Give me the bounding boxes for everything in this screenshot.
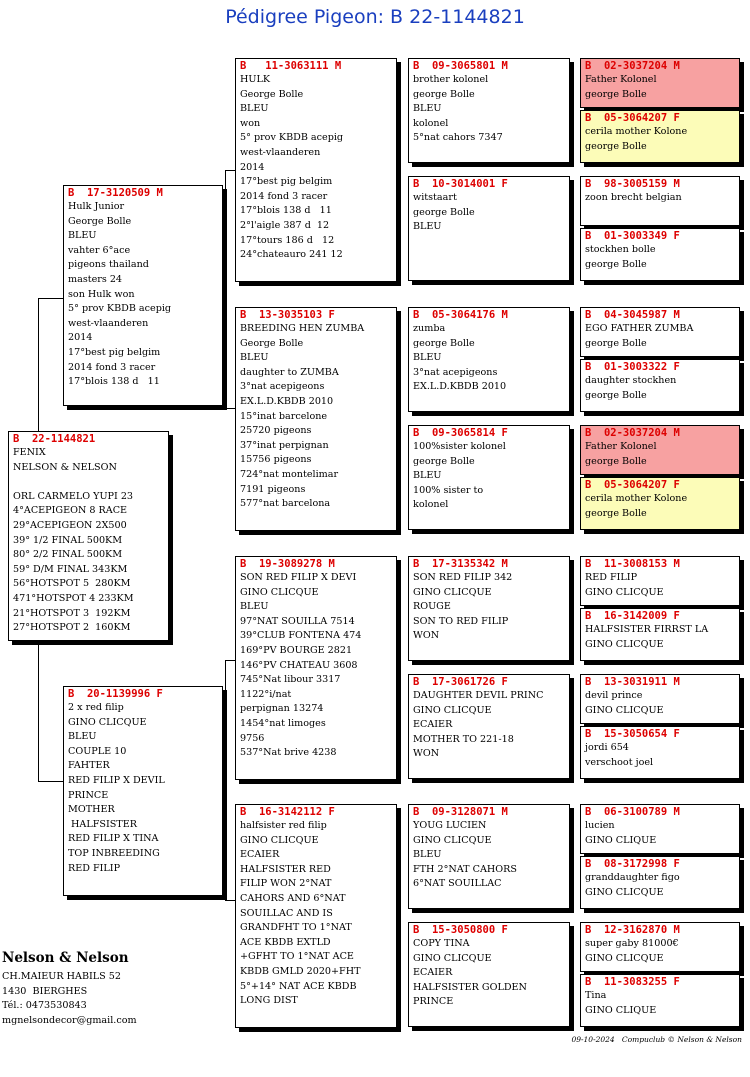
pigeon-details: cerila mother Kolone george Bolle: [585, 126, 688, 152]
pigeon-details: FENIX NELSON & NELSON ORL CARMELO YUPI 23 4°ACEPIGEON 8 RACE 29°ACEPIGEON 2X500 39° 1/2 FINAL 500KM 80° 2/2 FINAL 500KM 59° D/M FINAL 343KM 56°HOTSPOT 5 280KM 471°HOTSPOT 4 233KM 21°HOTSPOT 3 192KM 27°HOTSPOT 2 160KM: [13, 447, 134, 634]
pigeon-details: Tina GINO CLIQUE: [585, 990, 657, 1016]
pigeon-card-subject[interactable]: [8, 431, 169, 641]
pigeon-card-gggp-4[interactable]: [580, 228, 740, 281]
ring-number: B 05-3064207 F: [585, 479, 680, 491]
pigeon-card-gggp-3[interactable]: [580, 176, 740, 226]
pigeon-details: Hulk Junior George Bolle BLEU vahter 6°ace pigeons thailand masters 24 son Hulk won 5° prov KBDB acepig west-vlaanderen 2014 17°best pig belgim 2014 fond 3 racer 17°blois 138 d 11: [68, 201, 172, 388]
ring-number: B 01-3003349 F: [585, 230, 680, 242]
pigeon-card-gggp-11[interactable]: [580, 674, 740, 724]
pigeon-details: SON RED FILIP 342 GINO CLICQUE ROUGE SON TO RED FILIP WON: [413, 572, 513, 642]
ring-number: B 11-3063111 M: [240, 60, 342, 72]
ring-number: B 08-3172998 F: [585, 858, 680, 870]
pigeon-card-ggp-7[interactable]: [408, 804, 570, 909]
pigeon-details: COPY TINA GINO CLICQUE ECAIER HALFSISTER GOLDEN PRINCE: [413, 938, 527, 1008]
pigeon-details: HALFSISTER FIRRST LA GINO CLICQUE: [585, 624, 709, 650]
owner-address: CH.MAIEUR HABILS 52 1430 BIERGHES Tél.: 0473530843 mgnelsondecor@gmail.com: [2, 971, 137, 1026]
pigeon-details: EGO FATHER ZUMBA george Bolle: [585, 323, 694, 349]
pigeon-card-gggp-7[interactable]: [580, 425, 740, 475]
pigeon-card-gggp-10[interactable]: [580, 608, 740, 661]
ring-number: B 09-3065801 M: [413, 60, 508, 72]
pigeon-card-gggp-5[interactable]: [580, 307, 740, 357]
ring-number: B 11-3083255 F: [585, 976, 680, 988]
pigeon-card-gggp-9[interactable]: [580, 556, 740, 606]
pigeon-details: jordi 654 verschoot joel: [585, 742, 654, 768]
copyright-text: Compuclub © Nelson & Nelson: [621, 1035, 742, 1044]
connector-line: [225, 660, 226, 900]
ring-number: B 12-3162870 M: [585, 924, 680, 936]
owner-block: [2, 950, 137, 1028]
pigeon-card-dam-dam[interactable]: [235, 804, 397, 1028]
pigeon-details: HULK George Bolle BLEU won 5° prov KBDB acepig west-vlaanderen 2014 17°best pig belgim 2014 fond 3 racer 17°blois 138 d 11 2°l'aigle 387 d 12 17°tours 186 d 12 24°chateauro 241 12: [240, 74, 344, 261]
pigeon-details: granddaughter figo GINO CLICQUE: [585, 872, 680, 898]
owner-name: Nelson & Nelson: [2, 950, 129, 966]
ring-number: B 05-3064207 F: [585, 112, 680, 124]
pigeon-card-dam-sire[interactable]: [235, 556, 397, 780]
pigeon-card-gggp-14[interactable]: [580, 856, 740, 909]
ring-number: B 13-3035103 F: [240, 309, 335, 321]
footer-credit: [571, 1035, 742, 1044]
connector-line: [225, 660, 235, 661]
ring-number: B 16-3142009 F: [585, 610, 680, 622]
pigeon-card-sire-dam[interactable]: [235, 307, 397, 531]
pigeon-card-ggp-1[interactable]: [408, 58, 570, 163]
pigeon-card-gggp-8[interactable]: [580, 477, 740, 530]
pigeon-card-ggp-5[interactable]: [408, 556, 570, 661]
pigeon-card-gggp-16[interactable]: [580, 974, 740, 1027]
pigeon-card-sire[interactable]: [63, 185, 223, 406]
pigeon-card-gggp-1[interactable]: [580, 58, 740, 108]
pigeon-card-ggp-4[interactable]: [408, 425, 570, 530]
pigeon-card-gggp-15[interactable]: [580, 922, 740, 972]
ring-number: B 16-3142112 F: [240, 806, 335, 818]
pigeon-card-dam[interactable]: [63, 686, 223, 896]
ring-number: B 20-1139996 F: [68, 688, 163, 700]
ring-number: B 19-3089278 M: [240, 558, 335, 570]
ring-number: B 22-1144821: [13, 433, 96, 445]
pigeon-card-ggp-8[interactable]: [408, 922, 570, 1027]
pigeon-card-ggp-6[interactable]: [408, 674, 570, 779]
pigeon-details: zoon brecht belgian: [585, 192, 682, 203]
page-title: Pédigree Pigeon: B 22-1144821: [225, 6, 525, 28]
pigeon-card-gggp-6[interactable]: [580, 359, 740, 412]
ring-number: B 11-3008153 M: [585, 558, 680, 570]
ring-number: B 15-3050800 F: [413, 924, 508, 936]
pigeon-details: halfsister red filip GINO CLICQUE ECAIER HALFSISTER RED FILIP WON 2°NAT CAHORS AND 6°NAT SOUILLAC AND IS GRANDFHT TO 1°NAT ACE KBDB EXTLD +GFHT TO 1°NAT ACE KBDB GMLD 2020+FHT 5°+14° NAT ACE KBDB LONG DIST: [240, 820, 361, 1007]
pigeon-card-ggp-3[interactable]: [408, 307, 570, 412]
pigeon-details: devil prince GINO CLICQUE: [585, 690, 664, 716]
ring-number: B 17-3061726 F: [413, 676, 508, 688]
connector-line: [38, 781, 63, 782]
ring-number: B 02-3037204 M: [585, 60, 680, 72]
pigeon-details: 100%sister kolonel george Bolle BLEU 100% sister to kolonel: [413, 441, 506, 511]
connector-line: [225, 170, 226, 408]
ring-number: B 01-3003322 F: [585, 361, 680, 373]
pigeon-details: Father Kolonel george Bolle: [585, 441, 657, 467]
connector-line: [225, 408, 235, 409]
pigeon-details: SON RED FILIP X DEVI GINO CLICQUE BLEU 97°NAT SOUILLA 7514 39°CLUB FONTENA 474 169°PV BOURGE 2821 146°PV CHATEAU 3608 745°Nat libour 3317 1122°i/nat perpignan 13274 1454°nat limoges 9756 537°Nat brive 4238: [240, 572, 362, 759]
print-date: 09-10-2024: [571, 1035, 615, 1044]
ring-number: B 02-3037204 M: [585, 427, 680, 439]
pigeon-details: witstaart george Bolle BLEU: [413, 192, 475, 233]
ring-number: B 09-3065814 F: [413, 427, 508, 439]
connector-line: [38, 641, 39, 781]
pigeon-details: stockhen bolle george Bolle: [585, 244, 656, 270]
connector-line: [225, 900, 235, 901]
ring-number: B 98-3005159 M: [585, 178, 680, 190]
pigeon-details: RED FILIP GINO CLICQUE: [585, 572, 664, 598]
connector-line: [38, 298, 63, 299]
pigeon-details: BREEDING HEN ZUMBA George Bolle BLEU daughter to ZUMBA 3°nat acepigeons EX.L.D.KBDB 2010 15°inat barcelone 25720 pigeons 37°inat perpignan 15756 pigeons 724°nat montelimar 7191 pigeons 577°nat barcelona: [240, 323, 365, 510]
pigeon-details: DAUGHTER DEVIL PRINC GINO CLICQUE ECAIER MOTHER TO 221-18 WON: [413, 690, 544, 760]
ring-number: B 13-3031911 M: [585, 676, 680, 688]
pigeon-card-gggp-2[interactable]: [580, 110, 740, 163]
ring-number: B 04-3045987 M: [585, 309, 680, 321]
pigeon-details: super gaby 81000€ GINO CLICQUE: [585, 938, 679, 964]
pigeon-details: cerila mother Kolone george Bolle: [585, 493, 688, 519]
ring-number: B 09-3128071 M: [413, 806, 508, 818]
pigeon-details: 2 x red filip GINO CLICQUE BLEU COUPLE 10 FAHTER RED FILIP X DEVIL PRINCE MOTHER HALFSISTER RED FILIP X TINA TOP INBREEDING RED FILIP: [68, 702, 165, 874]
ring-number: B 17-3135342 M: [413, 558, 508, 570]
ring-number: B 10-3014001 F: [413, 178, 508, 190]
ring-number: B 06-3100789 M: [585, 806, 680, 818]
ring-number: B 17-3120509 M: [68, 187, 163, 199]
pigeon-card-gggp-13[interactable]: [580, 804, 740, 854]
pigeon-details: brother kolonel george Bolle BLEU kolonel 5°nat cahors 7347: [413, 74, 503, 144]
connector-line: [225, 170, 235, 171]
pigeon-card-sire-sire[interactable]: [235, 58, 397, 282]
pigeon-details: lucien GINO CLIQUE: [585, 820, 657, 846]
ring-number: B 05-3064176 M: [413, 309, 508, 321]
pigeon-card-gggp-12[interactable]: [580, 726, 740, 779]
pigeon-details: daughter stockhen george Bolle: [585, 375, 677, 401]
pigeon-details: Father Kolonel george Bolle: [585, 74, 657, 100]
pigeon-details: YOUG LUCIEN GINO CLICQUE BLEU FTH 2°NAT CAHORS 6°NAT SOUILLAC: [413, 820, 517, 890]
pigeon-card-ggp-2[interactable]: [408, 176, 570, 281]
connector-line: [38, 298, 39, 431]
ring-number: B 15-3050654 F: [585, 728, 680, 740]
pigeon-details: zumba george Bolle BLEU 3°nat acepigeons EX.L.D.KBDB 2010: [413, 323, 507, 393]
